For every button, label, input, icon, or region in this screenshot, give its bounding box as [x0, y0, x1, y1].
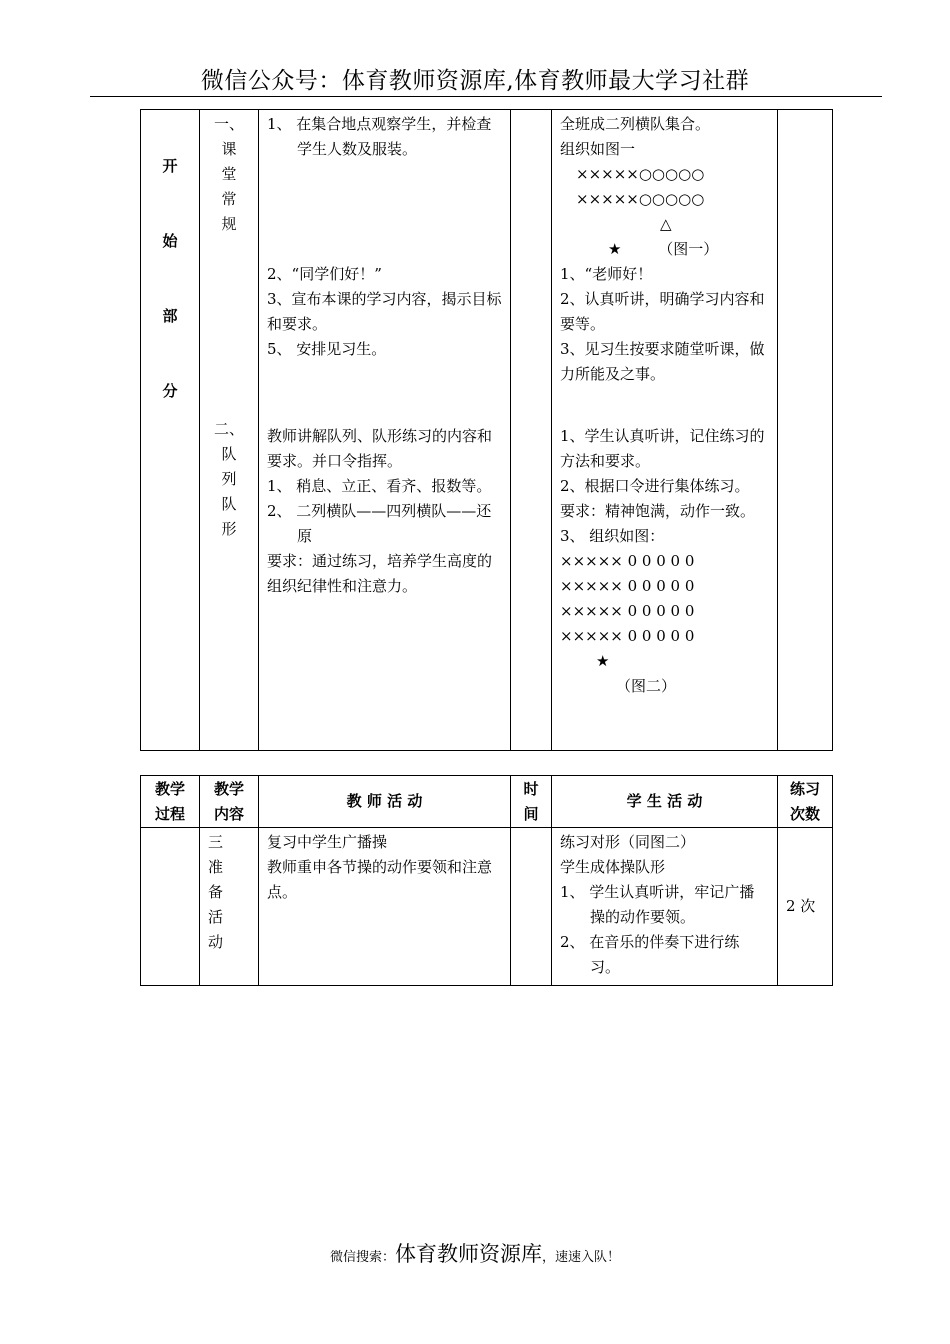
student-item: 2、认真听讲，明确学习内容和要等。 [560, 290, 765, 333]
header-time: 时间 [511, 776, 552, 828]
time-cell [511, 828, 552, 986]
reps-cell: 2 次 [778, 828, 833, 986]
teacher-star-icon: ★ [596, 652, 610, 670]
warmup-label-char: 三 [208, 833, 224, 851]
page-footer [0, 1238, 950, 1268]
student-item: 1、“老师好！ [560, 265, 653, 283]
phase-char: 分 [162, 382, 178, 400]
header-student-activity: 学 生 活 动 [552, 776, 778, 828]
student-item: 要求：精神饱满，动作一致。 [560, 502, 756, 520]
student-item: 3、 组织如图： [560, 527, 665, 545]
figure-caption: （图二） [616, 677, 677, 695]
part2-label-char: 队 [221, 445, 237, 463]
phase-char: 开 [162, 157, 178, 175]
time-cell [511, 110, 552, 751]
teacher-activity-cell [259, 828, 511, 986]
student-item: 1、学生认真听讲，记住练习的方法和要求。 [560, 427, 765, 470]
teacher-item: 2、 二列横队——四列横队——还原 [267, 502, 492, 545]
formation-row: ××××× 0 0 0 0 0 [560, 577, 695, 595]
student-item: 练习对形（同图二） [560, 833, 696, 851]
phase-char: 部 [162, 307, 178, 325]
part1-label-char: 课 [221, 140, 237, 158]
teacher-item: 要求：通过练习，培养学生高度的组织纪律性和注意力。 [267, 552, 493, 595]
student-item: 全班成二列横队集合。 [560, 115, 711, 133]
warmup-label-char: 准 [208, 858, 224, 876]
warmup-label-char: 活 [208, 908, 224, 926]
part2-label-char: 形 [221, 520, 237, 538]
header-content: 教学内容 [200, 776, 259, 828]
figure-caption: （图一） [658, 240, 719, 258]
footer-prefix: 微信搜索： [329, 1250, 395, 1265]
formation-row: ×××××○○○○○ [576, 165, 705, 183]
lesson-plan-table-warmup [140, 775, 833, 986]
formation-row: ××××× 0 0 0 0 0 [560, 602, 695, 620]
formation-row: ××××× 0 0 0 0 0 [560, 627, 695, 645]
footer-account-name: 体育教师资源库 [395, 1242, 542, 1266]
phase-label-cell [141, 110, 200, 751]
process-cell [141, 828, 200, 986]
teacher-item: 1、 稍息、立正、看齐、报数等。 [267, 477, 492, 495]
part1-label-char: 规 [221, 215, 237, 233]
student-item: 3、见习生按要求随堂听课，做力所能及之事。 [560, 340, 765, 383]
part1-label-char: 一、 [213, 115, 244, 133]
teacher-position-triangle: △ [660, 215, 672, 233]
teacher-activity-cell [259, 110, 511, 751]
teacher-item: 1、 在集合地点观察学生，并检查学生人数及服装。 [267, 115, 492, 158]
footer-suffix: ，速速入队！ [542, 1250, 621, 1265]
teacher-item: 教师讲解队列、队形练习的内容和要求。并口令指挥。 [267, 427, 493, 470]
student-item: 学生成体操队形 [560, 858, 666, 876]
student-item: 1、 学生认真听讲，牢记广播操的动作要领。 [560, 883, 755, 926]
header-process: 教学过程 [141, 776, 200, 828]
part1-label-char: 常 [221, 190, 237, 208]
part2-label-char: 队 [221, 495, 237, 513]
student-item: 2、 在音乐的伴奏下进行练习。 [560, 933, 740, 976]
warmup-label-char: 动 [208, 933, 224, 951]
reps-cell [778, 110, 833, 751]
content-label-cell [200, 110, 259, 751]
teacher-item: 5、 安排见习生。 [267, 340, 387, 358]
part1-label-char: 堂 [221, 165, 237, 183]
warmup-label-char: 备 [208, 883, 224, 901]
page-header-title: 微信公众号：体育教师资源库,体育教师最大学习社群 [200, 68, 750, 94]
student-activity-cell [552, 828, 778, 986]
part2-label-char: 二、 [213, 420, 244, 438]
student-item: 2、根据口令进行集体练习。 [560, 477, 750, 495]
lesson-plan-table-start [140, 109, 833, 751]
formation-row: ××××× 0 0 0 0 0 [560, 552, 695, 570]
part2-label-char: 列 [221, 470, 237, 488]
header-divider [90, 96, 882, 97]
teacher-item: 复习中学生广播操 [267, 833, 388, 851]
header-teacher-activity: 教 师 活 动 [259, 776, 511, 828]
content-label-cell [200, 828, 259, 986]
formation-row: ×××××○○○○○ [576, 190, 705, 208]
phase-char: 始 [162, 232, 178, 250]
header-reps: 练习次数 [778, 776, 833, 828]
teacher-item: 教师重申各节操的动作要领和注意点。 [267, 858, 493, 901]
teacher-star-icon: ★ [608, 240, 622, 258]
teacher-item: 3、宣布本课的学习内容，揭示目标和要求。 [267, 290, 502, 333]
teacher-item: 2、“同学们好！” [267, 265, 382, 283]
student-item: 组织如图一 [560, 140, 636, 158]
student-activity-cell [552, 110, 778, 751]
